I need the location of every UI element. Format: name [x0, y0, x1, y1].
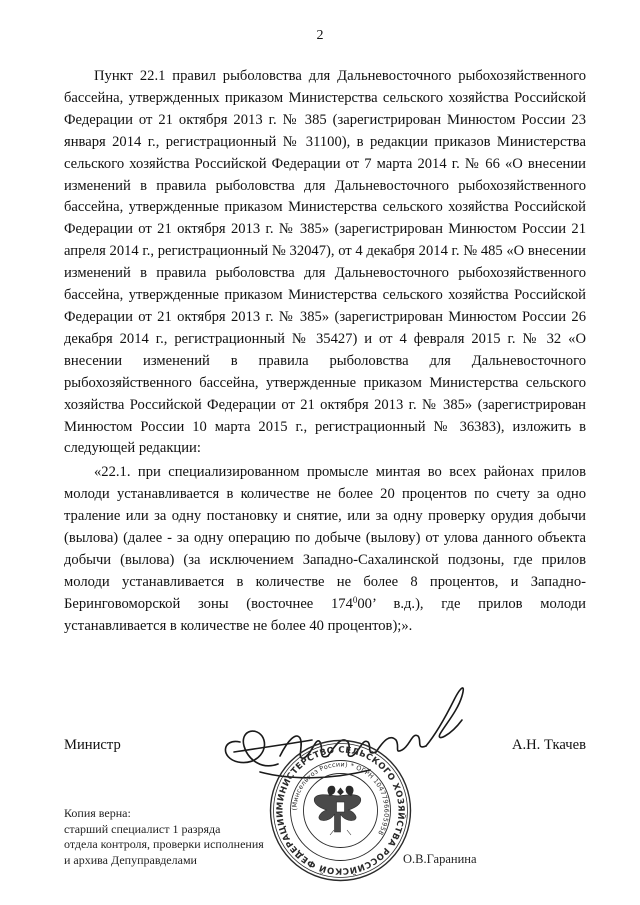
document-body [64, 66, 586, 638]
svg-text:МИНИСТЕРСТВО СЕЛЬСКОГО ХОЗЯЙСТ: МИНИСТЕРСТВО СЕЛЬСКОГО ХОЗЯЙСТВА РОССИЙСКОЙ ФЕДЕРАЦИИ [275, 745, 406, 876]
signatory-position: Министр [64, 737, 121, 753]
eagle-emblem-icon [314, 786, 361, 835]
degree-superscript: 0 [352, 594, 358, 605]
quoted-paragraph [64, 462, 586, 637]
signatory-name: А.Н. Ткачев [511, 737, 586, 753]
official-seal [268, 738, 413, 883]
copy-certification-line: старший специалист 1 разряда [64, 821, 221, 836]
copy-certification-line: и архива Депуправделами [64, 852, 197, 867]
quoted-text-part1: «22.1. при специализированном промысле минтая во всех районах прилов молоди устанавливается в количестве не более 20 процентов по счету за одно траление или за одну постановку и снятие, или за одну проверку орудия добычи (вылова) (далее - за одну операцию по добыче (вылову) от улова данного объекта добычи (вылова) (за исключением Западно-Сахалинской подзоны, где прилов молоди устанавливается в количестве не более 8 процентов, и Западно-Беринговоморской зоны (восточнее 174 [64, 464, 586, 612]
copy-certification [64, 806, 264, 868]
main-paragraph: Пункт 22.1 правил рыболовства для Дальневосточного рыбохозяйственного бассейна, утвержденных приказом Министерства сельского хозяйства Российской Федерации от 21 октября 2013 г. № 385 (зарегистрирован Минюстом России 23 января 2014 г., регистрационный № 31100), в редакции приказов Министерства сельского хозяйства Российской Федерации от 7 марта 2014 г. № 66 «О внесении изменений в правила рыболовства для Дальневосточного рыбохозяйственного бассейна, утвержденные приказом Министерства сельского хозяйства Российской Федерации от 21 октября 2013 г. № 385» (зарегистрирован Минюстом России 21 апреля 2014 г., регистрационный № 32047), от 4 декабря 2014 г. № 485 «О внесении изменений в правила рыболовства для Дальневосточного рыбохозяйственного бассейна, утвержденные приказом Министерства сельского хозяйства Российской Федерации от 21 октября 2013 г. № 385» (зарегистрирован Минюстом России 26 декабря 2014 г., регистрационный № 35427) и от 4 февраля 2015 г. № 32 «О внесении изменений в правила рыболовства для Дальневосточного рыбохозяйственного бассейна, утвержденные приказом Министерства сельского хозяйства Российской Федерации от 21 октября 2013 г. № 385» (зарегистрирован Минюстом России 10 марта 2015 г., регистрационный № 36383), изложить в следующей редакции: [64, 68, 586, 457]
svg-text:(Минсельхоз России) * ОГРН 104: (Минсельхоз России) * ОГРН 1047796605958 [290, 760, 391, 837]
quoted-text-part2: 00’ в.д.), где прилов молоди устанавливается в количестве не более 40 процентов);». [64, 595, 586, 634]
certifier-name: О.В.Гаранина [403, 852, 477, 866]
copy-certification-line: отдела контроля, проверки исполнения [64, 837, 264, 851]
copy-certification-line: Копия верна: [64, 806, 131, 820]
page-number: 2 [316, 28, 324, 43]
